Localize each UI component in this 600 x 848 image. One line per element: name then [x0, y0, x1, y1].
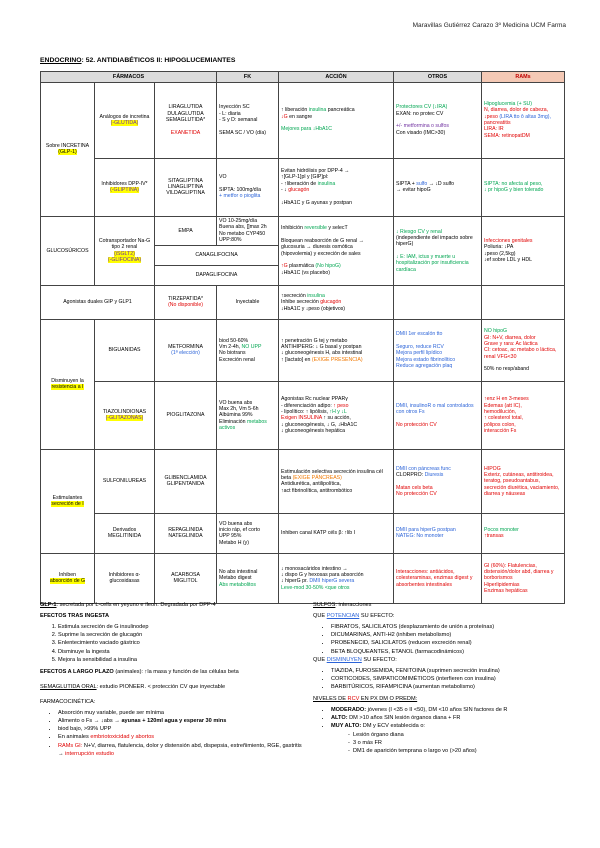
list-item: 4. Disminuye la ingesta [58, 648, 305, 656]
table-row [41, 82, 565, 158]
rams-dpp4: SIPTA: no afecta al peso, ↓ pr hipoG y bien tolerado [482, 158, 565, 216]
list-item: 3. Enlentecimiento vaciado gástrico [58, 639, 305, 647]
otros-dual [394, 285, 482, 319]
disminuyen-title: QUE DISMINUYEN SU EFECTO: [313, 656, 397, 663]
niveles-list [313, 706, 575, 755]
class-sulfo: SULFONILUREAS [95, 449, 155, 513]
rams-pioglitazona: ↑enz H en 3-meses Edemas (att IC), hemodilución, ↑ colesterol total, pólipos colon, interacción Fs [482, 381, 565, 449]
rams-sulfo: HIPOG Exteriz, cutáneas, antitiroidea, teratog, pseudoantabus, secreción diurética, vaciamiento, diarrea y náuseas [482, 449, 565, 513]
table-row [41, 158, 565, 216]
fk-pioglitazona: VO buena abs Max 2h, Vm 5-6h Albúmina 99% Eliminación metabos activos [217, 381, 279, 449]
group-incretina: Sobre INCRETINA (GLP-1) [41, 82, 95, 216]
group-glucosuricos: GLUCOSÚRICOS [41, 216, 95, 285]
largo-plazo: EFECTOS A LARGO PLAZO (animales): ↑la masa y función de las células beta [40, 668, 239, 675]
otros-sulfo: DMII con páncreas func CLORPRO: Diuresis Matan cels beta No protección CV [394, 449, 482, 513]
group-secrecion: Estimulantes secreción de I [41, 449, 95, 553]
list-item: • biod bajo, >99% UPP [58, 725, 305, 733]
table-row [41, 553, 565, 603]
list-item: • Alimento o Fs → ↓abs → ayunas + 120ml agua y esperar 30 mins [58, 717, 305, 725]
class-alfaglucosidasa: Inhibidores α-glucosidasas [95, 553, 155, 603]
list-item: • MODERADO: jóvenes (I <35 o II <50), DM <10 años SIN factores de R [331, 706, 575, 714]
efectos-title: EFECTOS TRAS INGESTA [40, 613, 110, 620]
table-row [41, 513, 565, 553]
drug-empa: EMPA [155, 216, 217, 245]
header-otros: OTROS [394, 72, 482, 83]
group-dual: Agonistas duales GIP y GLP1 [41, 285, 155, 319]
list-item: • DICUMARINAS, ANTI-H2 (inhiben metabolismo) [331, 631, 575, 639]
list-item: • FIBRATOS, SALICILATOS (desplazamiento de unión a proteínas) [331, 623, 575, 631]
drugs-alfaglucosidasa: ACARBOSA MIGLITOL [155, 553, 217, 603]
class-dpp4: Inhibidores DPP-IV* (-GLIPTINA) [95, 158, 155, 216]
table-row [41, 319, 565, 381]
list-item: 2. Suprime la secreción de glucagón [58, 631, 305, 639]
farmacocinetica-title: FARMACOCINÉTICA: [40, 698, 96, 705]
list-item: • CORTICOIDES, SIMPATICOMIMÉTICOS (interfieren con insulina) [331, 675, 575, 683]
table-header [41, 72, 565, 83]
list-item: • Absorción muy variable, puede ser mínima [58, 709, 305, 717]
group-resistencia: Disminuyen la resistencia a I [41, 319, 95, 449]
list-item: • ALTO: DM >10 años SIN lesión órganos diana + FR [331, 714, 575, 722]
list-item: 1. Estimula secreción de G insulinodep [58, 623, 305, 631]
fk-glp1: Inyección SC - L: diaria - S y D: semanal SEMA SC / VO (día) [217, 82, 279, 158]
rams-glp1: Hipoglucemia (+ SU) N, diarrea, dolor de cabeza, ↓peso (LIRA tto ô altas 3mg), pancreatitis LIRA: IR SEMA: retinopatDM [482, 82, 565, 158]
drugs-sulfo: GLIBENCLAMIDA GLIPENTANIDA [155, 449, 217, 513]
rams-megli: Pocos monoter ↑transas [482, 513, 565, 553]
list-item: • BETA BLOQUEANTES, ETANOL (farmacodinámicos) [331, 648, 575, 656]
otros-glp1: Protectores CV (↓IRA) EXAN: no protec CV +/- metformina o sulfos Con visado (IMC>30) [394, 82, 482, 158]
list-item: • En animales embriotoxicidad y abortos [58, 733, 305, 741]
class-tiazo: TIAZOLINDIONAS (-GLITAZONAS) [95, 381, 155, 449]
otros-sglt2: ↓ Riesgo CV y renal (independiente del impacto sobre hiperG) ↓ E: IAM, ictus y muerte u hospitalización por insuficiencia cardíaca [394, 216, 482, 285]
semaglutida-oral: SEMAGLUTIDA ORAL: estudio PIONEER. < protección CV que inyectable [40, 683, 226, 690]
rams-sglt2: Infecciones genitales Poliuria: ↓PA ↓peso (2,5kg) ↓ef sobre LDL y HDL [482, 216, 565, 285]
list-item: - DM1 de aparición temprana o largo vo (>20 años) [353, 747, 575, 755]
class-biguanidas: BIGUANIDAS [95, 319, 155, 381]
fk-sglt2: VO 10-25mg/día Buena abs, []max 2h No metabo CYP450 UPP:80% [217, 216, 279, 245]
list-item: - Lesión órgano diana [353, 731, 575, 739]
table-row [41, 449, 565, 513]
class-glp1: Análogos de incretina (-GLUTIDA) [95, 82, 155, 158]
rams-dual [482, 285, 565, 319]
accion-pioglitazona: Agonistas Rc nuclear PPARγ - diferenciación adipo: ↑ peso - lipolítico: ↑ lipólisis, ↑H y ↓L Exigen INSULINA ↑ su acción, ↓ gluconeogénesis, ↓ G, ↓HbA1C ↓ gluconeogénesis hepática [279, 381, 394, 449]
drug-metformina: METFORMINA (1ª elección) [155, 319, 217, 381]
accion-dual: ↑secreción insulina Inhibe secreción glucagón ↓HbA1C y ↓peso (objetivos) [279, 285, 394, 319]
accion-metformina: ↑ penetración G tej y metabo ANTIHIPERG: ↓ G basal y postpan ↓ gluconeogénesis H, abs intestinal ↑ [lactato] en (EXIGE PRESENCIA) [279, 319, 394, 381]
list-item: 5. Mejora la sensibilidad a insulina [58, 656, 305, 664]
header-accion: ACCIÓN [279, 72, 394, 83]
fk-alfaglucosidasa: No abs intestinal Metabo digest Abs metabolitos [217, 553, 279, 603]
drug-cana: CANAGLIFOCINA [155, 245, 279, 265]
otros-metformina: DMII 1er escalón tto Seguro, reduce RCV Mejora perfil lipídico Mejora estado fibrinolítico Reduce agregación plaq [394, 319, 482, 381]
list-item: • PROBENECID, SALICILATOS (reducen excreción renal) [331, 639, 575, 647]
otros-megli: DMII para hiperG postpan NATEG: No monoter [394, 513, 482, 553]
fk-metformina: biod 50-60% Vm 2-4h, NO UPP No biotrans Excreción renal [217, 319, 279, 381]
accion-sglt2: Inhibición reversible y selecT Bloquean reabsorción de G renal → glucosuria → diuresis osmótica (hipovolemia) y excreción de sales ↑G plasmática (No hipoG) ↓HbA1C (vs placebo) [279, 216, 394, 285]
notes-right [313, 601, 575, 755]
header-fk: FK [217, 72, 279, 83]
potencian-title: QUE POTENCIAN SU EFECTO: [313, 613, 395, 620]
list-item: • MUY ALTO: DM y ECV establecida o: - Lesión órgano diana - 3 o más FR - DM1 de aparición temprana o largo vo (>20 años) [331, 722, 575, 754]
accion-megli: Inhiben canal KATP céls β: ↑lib I [279, 513, 394, 553]
niveles-title: NIVELES DE RCV EN PX DM O PREDM: [313, 696, 418, 703]
table-row [41, 216, 565, 245]
page-title: ENDOCRINO: 52. ANTIDIABÉTICOS II: HIPOGLUCEMIANTES [40, 57, 236, 64]
otros-alfaglucosidasa: Interacciones: antiácidos, colesteraminas, enzimas digest y absorbentes intestinales [394, 553, 482, 603]
sulfos-title: SULFOS: interacciones [313, 602, 372, 608]
accion-alfaglucosidasa: ↓ monosacáridos intestino → ↓ dispo G y hexosas para absorción ↓ hiperG pr. DMII hiperG severa Leve-mod 30-50% <que otros [279, 553, 394, 603]
page-header: Maravillas Gutiérrez Carazo 3º Medicina UCM Farma [412, 22, 566, 29]
group-absorcion: Inhiben absorción de G [41, 553, 95, 603]
drugs-megli: REPAGLINIDA NATEGLINIDA [155, 513, 217, 553]
accion-dpp4: Evitan hidrólisis por DPP-4 → ↑[GLP-1]pl y [GIP]pl: - ↑liberación de insulina - ↓ glucagón ↓HbA1C y G ayunas y postpan [279, 158, 394, 216]
table-row [41, 381, 565, 449]
drugs-dpp4: SITAGLIPTINA LINAGLIPTINA VILDAGLIPTINA [155, 158, 217, 216]
accion-glp1: ↑ liberación insulina pancreática ↓G en sangre Mejores para ↓HbA1C [279, 82, 394, 158]
efectos-list [40, 623, 305, 664]
drug-pioglitazona: PIOGLITAZONA [155, 381, 217, 449]
potencian-list [313, 623, 575, 655]
table-row [41, 285, 565, 319]
drug-tirzepatida: TIRZEPATIDA* (No disponible) [155, 285, 217, 319]
farmacocinetica-list [40, 709, 305, 758]
disminuyen-list [313, 667, 575, 691]
fk-megli: VO buena abs inicio ráp, ef corto UPP 95% Metabo H (y) [217, 513, 279, 553]
list-item: • RAMs GI: N+V, diarrea, flatulencia, dolor y distensión abd, dispepsia, estreñimiento, RGE, gastritis → interrupción estudio [58, 742, 305, 758]
fk-dpp4: VO SIPTA: 100mg/día + metfor o pioglita [217, 158, 279, 216]
header-rams: RAMs [482, 72, 565, 83]
fk-dual: Inyectable [217, 285, 279, 319]
accion-sulfo: Estimulación selectiva secreción insulina cél beta (EXIGE PÁNCREAS) Antidiurética, antilipolítica, ↑act fibrinolítica, antitrombótico [279, 449, 394, 513]
drugs-glp1: LIRAGLUTIDA DULAGLUTIDA SEMAGLUTIDA* EXANETIDA [155, 82, 217, 158]
antidiabetic-table [40, 71, 565, 604]
header-farmacos: FÁRMACOS [41, 72, 217, 83]
list-item: • BARBITÚRICOS, RIFAMPICINA (aumentan metabolismo) [331, 683, 575, 691]
drug-dapa: DAPAGLIFOCINA [155, 265, 279, 285]
notes-left [40, 601, 305, 758]
class-megli: Derivados MEGLITINIDA [95, 513, 155, 553]
glp1-definition: GLP-1: secretada por L-cells en yeyuno e íleon. Degradada por DPP-4 [40, 602, 216, 608]
class-sglt2: Cotransportador Na-G tipo 2 renal (iSGLT2) (-GLIFOCINA) [95, 216, 155, 285]
list-item: • TIAZIDA, FUROSEMIDA, FENITOINA (suprimen secreción insulina) [331, 667, 575, 675]
fk-sulfo [217, 449, 279, 513]
otros-pioglitazona: DMII, insulinoR o mal controlados con otros Fs No protección CV [394, 381, 482, 449]
list-item: - 3 o más FR [353, 739, 575, 747]
rams-metformina: NO hipoG GI: N+V, diarrea, dolor Grave y rara: Ac láctica CI: cetoac, ac metabo o láctica, renal VFG<30 50% no resp/aband [482, 319, 565, 381]
rams-alfaglucosidasa: GI (60%): Flatulencias, distensión/dolor abd, diarrea y borborismos Hiperlipidemias Enzimas hepáticas [482, 553, 565, 603]
otros-dpp4: SIPTA + sulfo → ↓D sulfo → evitar hipoG [394, 158, 482, 216]
